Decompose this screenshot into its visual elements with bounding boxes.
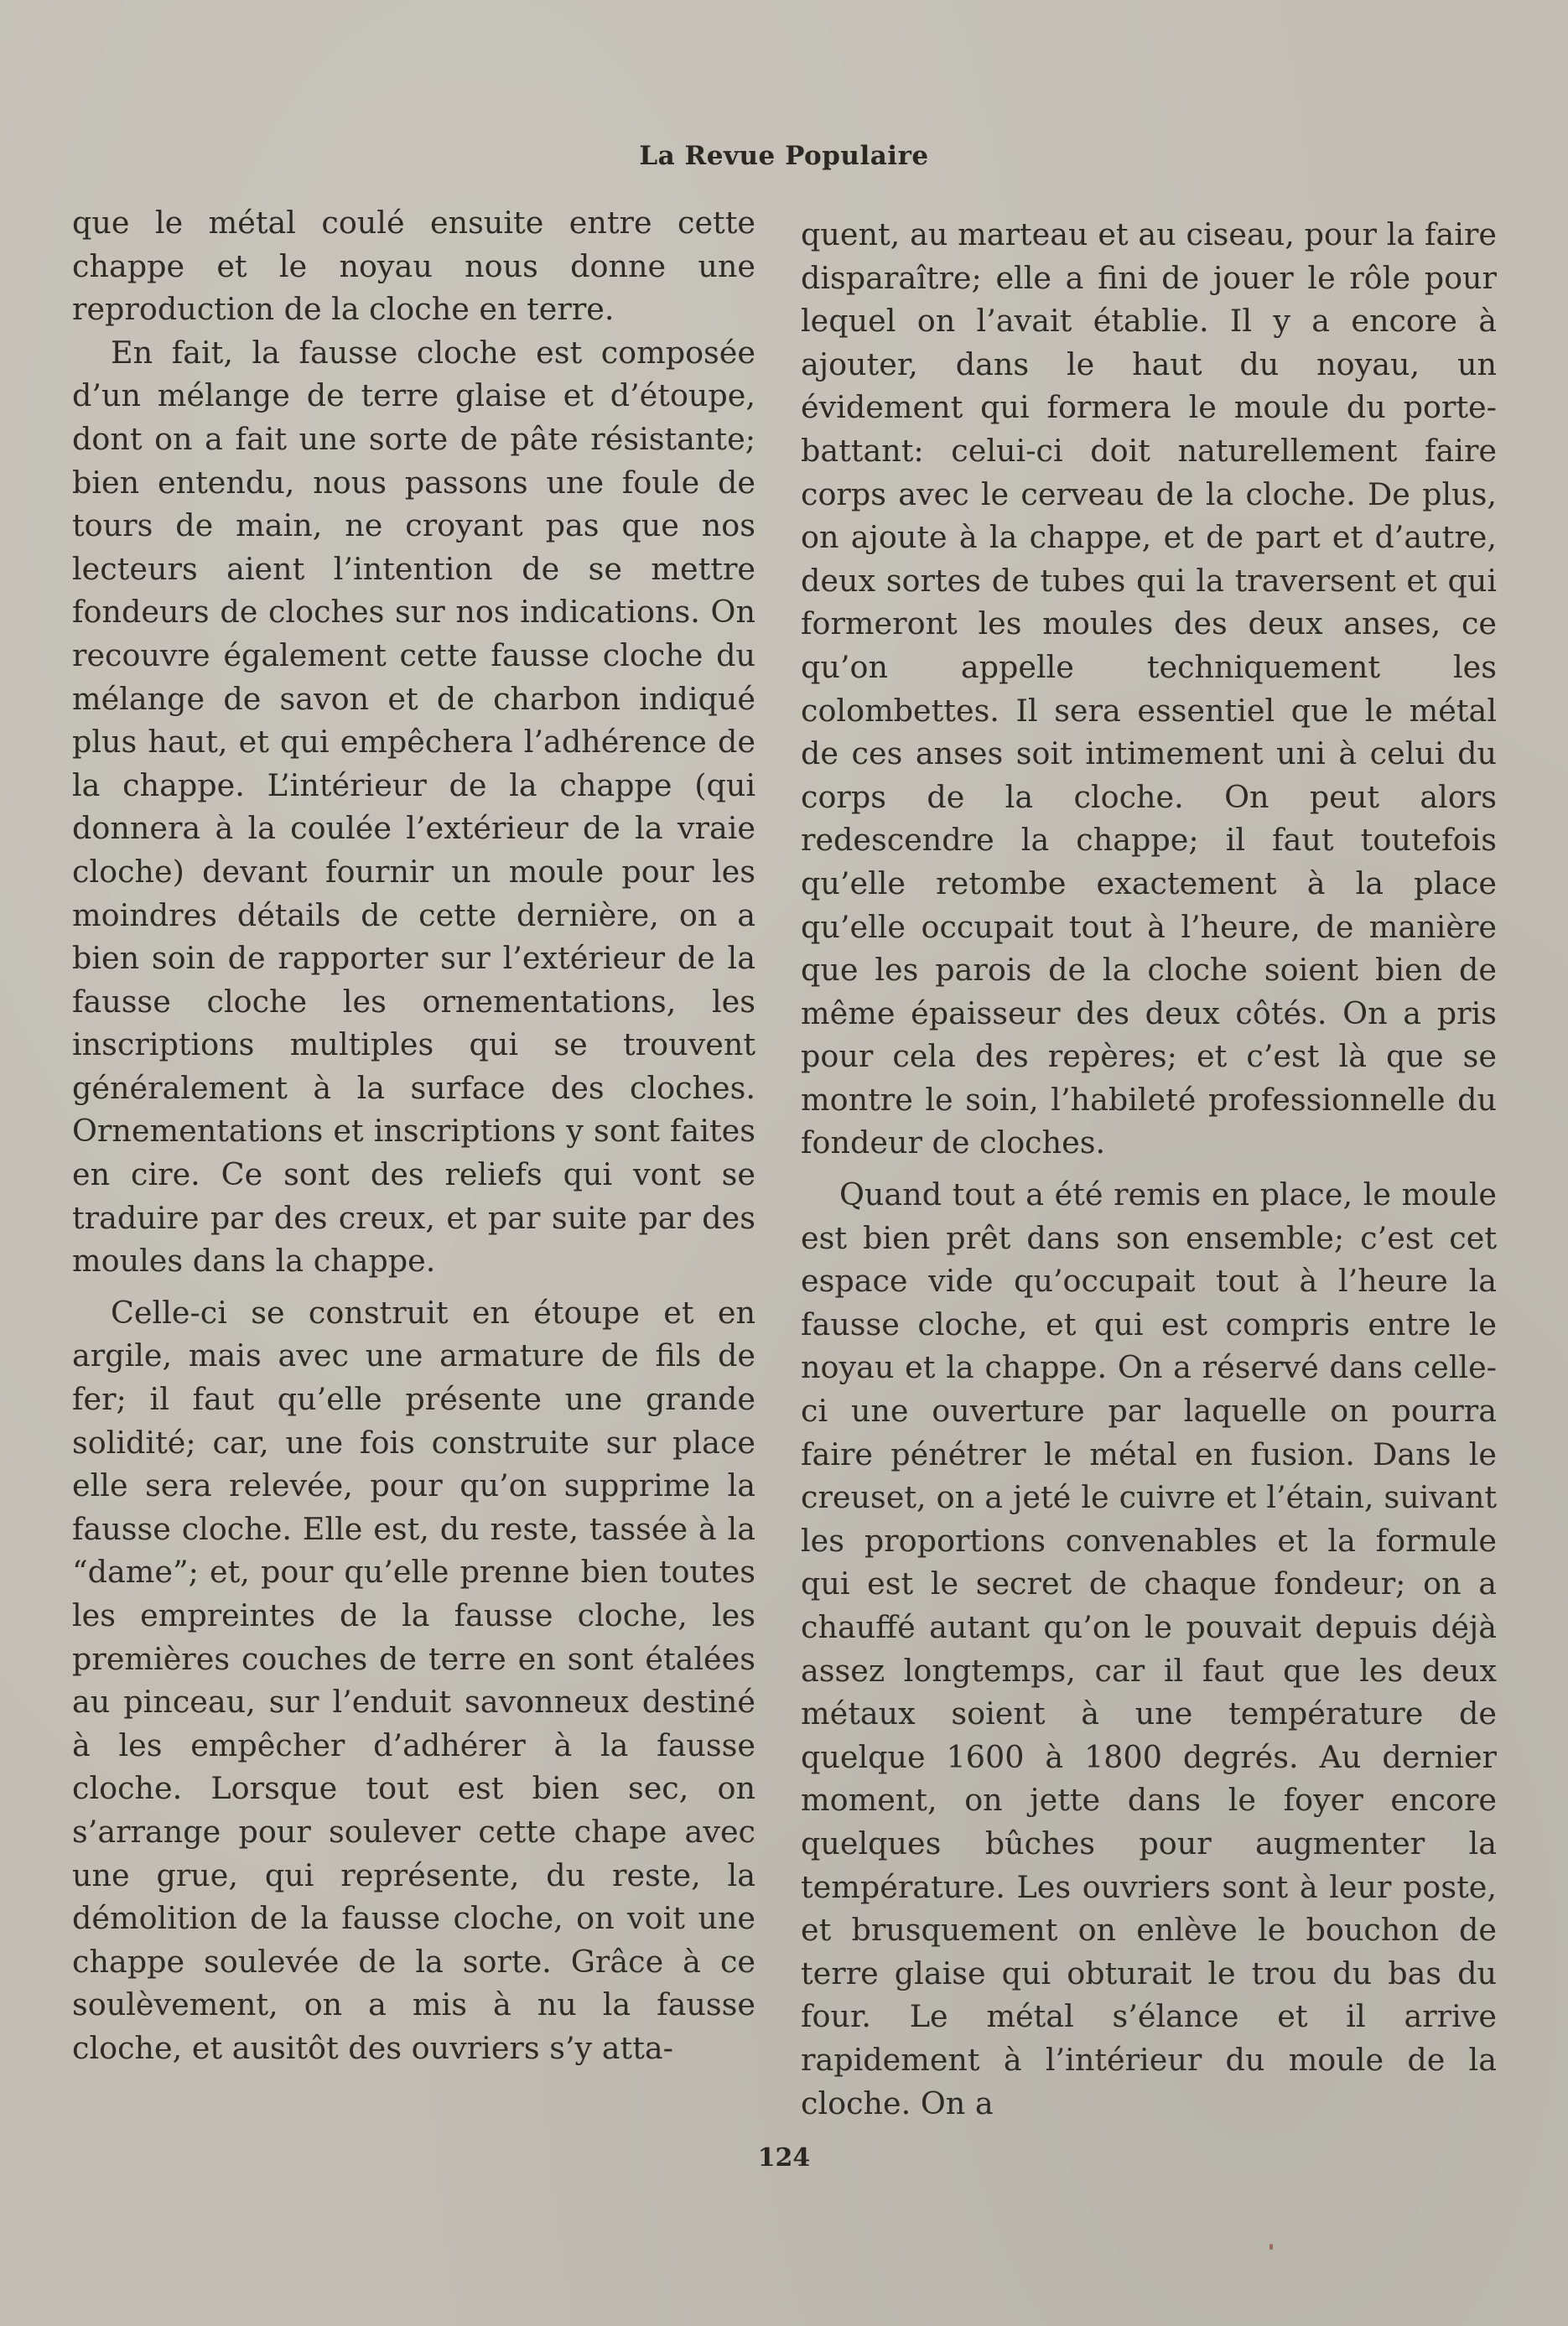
page-number: 124 bbox=[757, 2143, 811, 2173]
paragraph: En fait, la fausse cloche est composée d’un mélange de terre glaise et d’étoupe, dont on a fait une sorte de pâte résistante; bien entendu, nous passons une foule de tours de main, ne croyant pas que nos lecteurs aient l’intention de se mettre fondeurs de cloches sur nos indications. On recouvre également cette fausse cloche du mélange de savon et de charbon indiqué plus haut, et qui empêchera l’adhérence de la chappe. L’intérieur de la chappe (qui donnera à la coulée l’extérieur de la vraie cloche) devant fournir un moule pour les moindres détails de cette dernière, on a bien soin de rapporter sur l’extérieur de la fausse cloche les ornementations, les inscriptions multiples qui se trouvent généralement à la surface des cloches. Ornementations et inscriptions y sont faites en cire. Ce sont des reliefs qui vont se traduire par des creux, et par suite par des moules dans la chappe. bbox=[72, 334, 755, 1280]
paragraph: Quand tout a été remis en place, le moule est bien prêt dans son ensemble; c’est cet espace vide qu’occupait tout à l’heure la fausse cloche, et qui est compris entre le noyau et la chappe. On a réservé dans celle-ci une ouverture par laquelle on pourra faire pénétrer le métal en fusion. Dans le creuset, on a jeté le cuivre et l’étain, suivant les proportions convenables et la formule qui est le secret de chaque fondeur; on a chauffé autant qu’on le pouvait depuis déjà assez longtemps, car il faut que les deux métaux soient à une température de quelque 1600 à 1800 degrés. Au dernier moment, on jette dans le foyer encore quelques bûches pour augmenter la température. Les ouvriers sont à leur poste, et brusquement on enlève le bouchon de terre glaise qui obturait le trou du bas du four. Le métal s’élance et il arrive rapidement à l’intérieur du moule de la cloche. On a bbox=[801, 1176, 1497, 2121]
paragraph: quent, au marteau et au ciseau, pour la faire disparaître; elle a fini de jouer le rôle pour lequel on l’avait établie. Il y a encore à ajouter, dans le haut du noyau, un évidement qui formera le moule du porte-battant: celui-ci doit naturellement faire corps avec le cerveau de la cloche. De plus, on ajoute à la chappe, et de part et d’autre, deux sortes de tubes qui la traversent et qui formeront les moules des deux anses, ce qu’on appelle techniquement les colombettes. Il sera essentiel que le métal de ces anses soit intimement uni à celui du corps de la cloche. On peut alors redescendre la chappe; il faut toutefois qu’elle retombe exactement à la place qu’elle occupait tout à l’heure, de manière que les parois de la cloche soient bien de même épaisseur des deux côtés. On a pris pour cela des repères; et c’est là que se montre le soin, l’habileté professionnelle du fondeur de cloches. bbox=[801, 216, 1497, 1161]
running-title: La Revue Populaire bbox=[639, 141, 929, 171]
paper-speck bbox=[1269, 2244, 1273, 2250]
paragraph: Celle-ci se construit en étoupe et en argile, mais avec une armature de fils de fer; il faut qu’elle présente une grande solidité; car, une fois construite sur place elle sera relevée, pour qu’on supprime la fausse cloche. Elle est, du reste, tassée à la “dame”; et, pour qu’elle prenne bien toutes les empreintes de la fausse cloche, les premières couches de terre en sont étalées au pinceau, sur l’enduit savonneux destiné à les empêcher d’adhérer à la fausse cloche. Lorsque tout est bien sec, on s’arrange pour soulever cette chape avec une grue, qui représente, du reste, la démolition de la fausse cloche, on voit une chappe soulevée de la sorte. Grâce à ce soulèvement, on a mis à nu la fausse cloche, et ausitôt des ouvriers s’y atta- bbox=[72, 1294, 755, 2066]
left-column bbox=[72, 201, 755, 2070]
paragraph: que le métal coulé ensuite entre cette chappe et le noyau nous donne une reproduction de la cloche en terre. bbox=[72, 205, 755, 328]
right-column bbox=[801, 213, 1497, 2125]
